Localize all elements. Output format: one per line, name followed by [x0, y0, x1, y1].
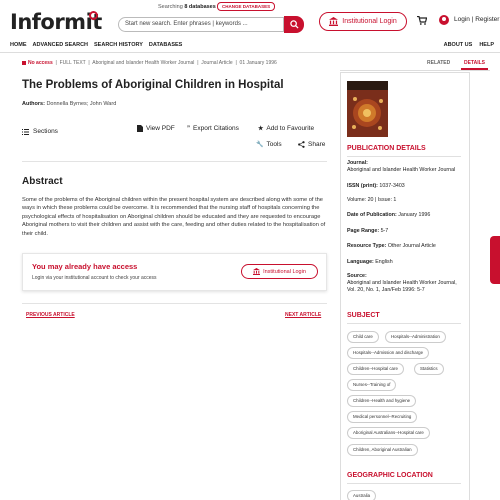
breadcrumb-date: 01 January 1996	[239, 60, 277, 66]
institutional-login-label: Institutional Login	[342, 18, 397, 25]
add-to-favourite-button[interactable]	[258, 125, 314, 132]
export-citations-button[interactable]	[187, 125, 239, 132]
date-detail	[347, 212, 467, 219]
language-value: English	[375, 259, 393, 265]
nav-home[interactable]: HOME	[10, 42, 27, 48]
divider	[347, 483, 461, 484]
access-login-label: Institutional Login	[263, 268, 306, 275]
feedback-label: Feedback	[482, 247, 489, 271]
nav-databases[interactable]: DATABASES	[148, 42, 183, 48]
journal-label: Journal:	[347, 160, 368, 166]
subject-chip[interactable]: Children--Hospital care	[347, 363, 404, 375]
abstract-text: Some of the problems of the Aboriginal children within the present hospital system are described along with some of the ways in which these problems could be overcome. It is recommended that the nursing staff of hospitals concerning the psychological effects of hospitalisation on Aboriginal children should be educated and they are requested to encourage Aboriginal mothers to visit their children and assist with the care, feeding and other duties related to the hospitalisation of their child.	[22, 197, 326, 237]
share-button[interactable]	[298, 141, 325, 148]
nav-divider	[0, 52, 500, 53]
searching-label	[158, 4, 216, 10]
previous-article-link[interactable]: PREVIOUS ARTICLE	[26, 312, 75, 318]
subject-chip[interactable]: Child care	[347, 331, 379, 343]
secondary-nav	[444, 42, 494, 48]
subject-chip[interactable]: Nurses--Training of	[347, 379, 396, 391]
resource-type-detail	[347, 243, 467, 250]
page-range-detail	[347, 228, 467, 235]
lock-icon	[22, 61, 26, 65]
resource-type-value: Other Journal Article	[387, 243, 436, 249]
language-label: Language:	[347, 259, 374, 265]
search-placeholder: Start new search. Enter phrases | keywords ...	[125, 21, 248, 27]
quote-icon: ”	[187, 125, 190, 132]
institution-icon	[329, 17, 338, 26]
date-value: January 1996	[398, 212, 431, 218]
next-article-link[interactable]: NEXT ARTICLE	[285, 312, 322, 318]
search-input[interactable]	[118, 17, 284, 32]
nav-about-us[interactable]: ABOUT US	[443, 42, 473, 48]
user-icon[interactable]	[439, 15, 449, 25]
sections-label: Sections	[33, 128, 58, 135]
tools-button[interactable]	[256, 141, 282, 148]
subject-chip[interactable]: Hospitals--Administration	[385, 331, 446, 343]
export-citations-label: Export Citations	[193, 125, 239, 132]
access-notice	[22, 253, 327, 291]
access-status: No access	[28, 60, 53, 66]
access-subtitle: Login via your institutional account to check your access	[32, 275, 157, 281]
tab-details[interactable]: DETAILS	[464, 60, 486, 66]
issn-detail	[347, 183, 467, 190]
page-range-value: 5-7	[380, 228, 389, 234]
issn-label: ISSN (print):	[347, 183, 378, 189]
geographic-location-heading: GEOGRAPHIC LOCATION	[347, 472, 433, 479]
source-value: Aboriginal and Islander Health Worker Journal, Vol. 20, No. 1, Jan/Feb 1996: 5-7	[347, 280, 457, 293]
subject-chip[interactable]: Statistics	[414, 363, 444, 375]
divider	[22, 303, 327, 304]
date-label: Date of Publication:	[347, 212, 397, 218]
issn-value: 1037-3403	[379, 183, 405, 189]
databases-count: 8 databases	[184, 4, 216, 10]
volume-detail[interactable]: Volume: 20 | Issue: 1	[347, 197, 397, 203]
authors-label: Authors:	[22, 101, 45, 107]
breadcrumb-journal[interactable]: Aboriginal and Islander Health Worker Journal	[92, 60, 195, 66]
journal-name[interactable]: Aboriginal and Islander Health Worker Journal	[347, 167, 456, 173]
abstract-heading: Abstract	[22, 176, 63, 187]
source-detail	[347, 273, 467, 294]
divider	[347, 156, 461, 157]
access-title: You may already have access	[32, 262, 138, 271]
share-icon	[298, 141, 305, 148]
divider	[22, 161, 327, 162]
search-button[interactable]	[284, 16, 304, 33]
breadcrumb-fulltext: FULL TEXT	[59, 60, 86, 66]
feedback-tab[interactable]	[482, 236, 500, 284]
subject-chip[interactable]: Children--Health and hygiene	[347, 395, 416, 407]
subject-chip[interactable]: Children, Aboriginal Australian	[347, 444, 418, 456]
logo-text: Informit	[10, 10, 102, 34]
access-institutional-login-button[interactable]	[241, 264, 318, 279]
subject-chip[interactable]: Aboriginal Australians--Hospital care	[347, 427, 430, 439]
page-range-label: Page Range:	[347, 228, 380, 234]
authors	[22, 101, 116, 107]
source-label: Source:	[347, 273, 367, 279]
list-icon	[22, 129, 29, 135]
location-chip[interactable]: Australia	[347, 490, 376, 500]
tools-label: Tools	[266, 141, 282, 148]
change-databases-button[interactable]: CHANGE DATABASES	[217, 2, 275, 11]
tab-divider	[340, 70, 490, 71]
nav-help[interactable]: HELP	[479, 42, 494, 48]
nav-search-history[interactable]: SEARCH HISTORY	[94, 42, 143, 48]
breadcrumb: No access | FULL TEXT | Aboriginal and Islander Health Worker Journal | Journal Article | 01 January 1996	[22, 60, 322, 67]
wrench-icon: 🔧	[256, 142, 264, 148]
article-title: The Problems of Aboriginal Children in Hospital	[22, 79, 284, 91]
breadcrumb-type: Journal Article	[201, 60, 233, 66]
journal-cover-image	[347, 81, 388, 137]
share-label: Share	[308, 141, 326, 148]
authors-names[interactable]: Donnella Byrnes; John Ward	[46, 101, 117, 107]
view-pdf-label: View PDF	[146, 125, 175, 132]
subject-chip[interactable]: Medical personnel--Recruiting	[347, 411, 417, 423]
view-pdf-button[interactable]	[137, 125, 175, 132]
journal-detail	[347, 160, 467, 174]
sections-button[interactable]	[22, 128, 58, 135]
institutional-login-button[interactable]	[319, 12, 407, 31]
informit-logo[interactable]	[10, 10, 102, 34]
search-icon	[290, 20, 299, 29]
tab-related[interactable]: RELATED	[427, 60, 451, 66]
subject-heading: SUBJECT	[347, 312, 380, 319]
pdf-icon	[137, 125, 143, 132]
star-icon: ★	[258, 126, 264, 132]
divider	[347, 323, 461, 324]
main-nav	[10, 42, 182, 48]
subject-chip[interactable]: Hospitals--Admission and discharge	[347, 347, 429, 359]
cart-icon[interactable]	[417, 16, 427, 25]
searching-prefix: Searching	[158, 4, 183, 10]
language-detail	[347, 259, 467, 266]
resource-type-label: Resource Type:	[347, 243, 387, 249]
login-register-link[interactable]: Login | Register	[454, 16, 500, 23]
publication-details-heading: PUBLICATION DETAILS	[347, 145, 426, 152]
add-to-favourite-label: Add to Favourite	[266, 125, 315, 132]
details-panel	[340, 72, 470, 500]
cover-art	[347, 81, 388, 137]
logo-mark-icon	[89, 11, 98, 20]
institution-icon	[253, 268, 260, 275]
nav-advanced-search[interactable]: ADVANCED SEARCH	[32, 42, 89, 48]
